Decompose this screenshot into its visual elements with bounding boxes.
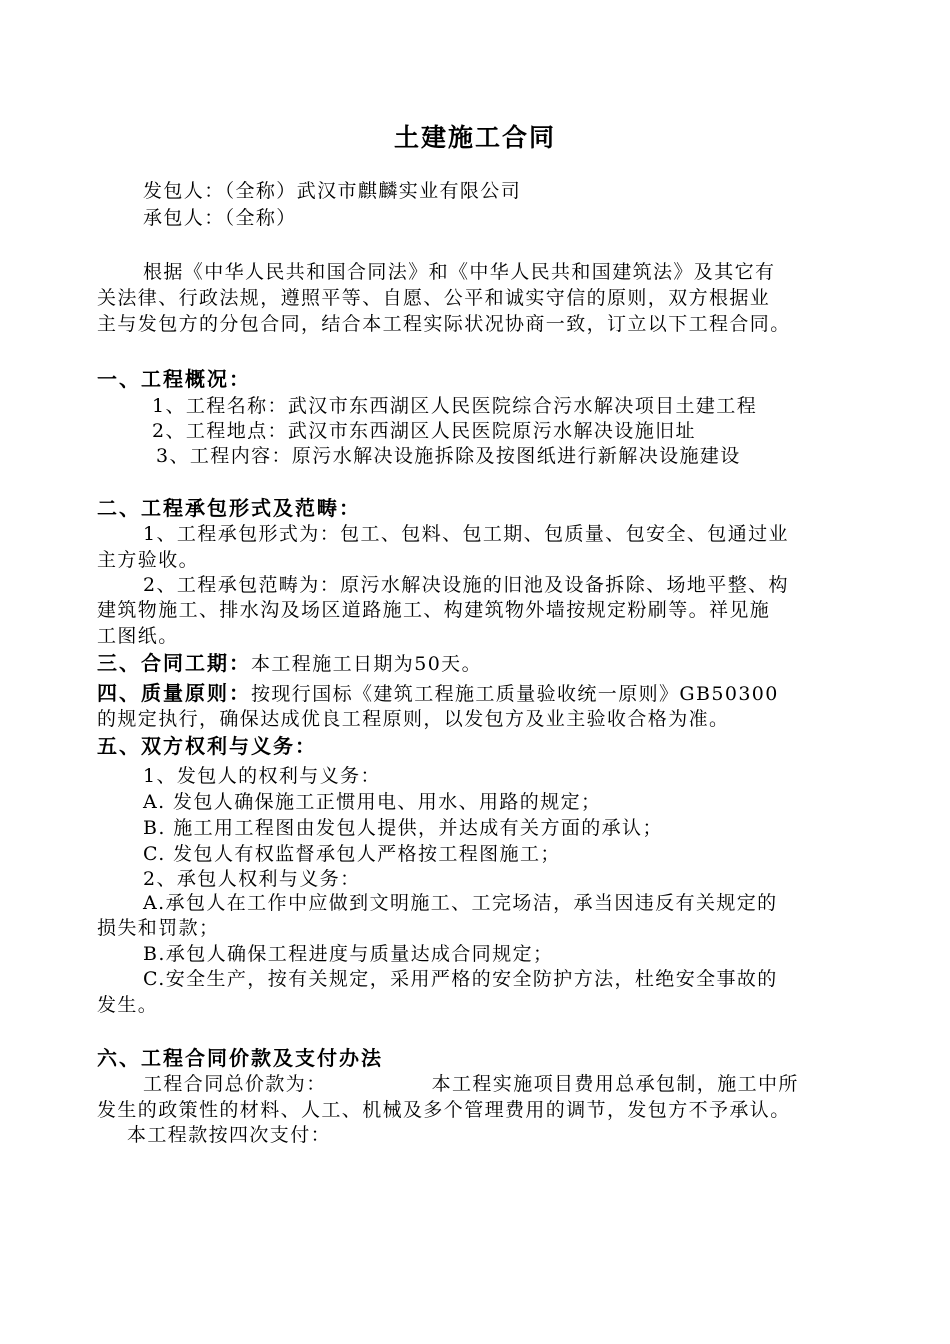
contract-price-rest: 本工程实施项目费用总承包制，施工中所 [431,1073,799,1095]
section-6-heading: 六、工程合同价款及支付办法 [97,1046,383,1070]
section-5-line-2: A. 发包人确保施工正惯用电、用水、用路的规定； [143,791,602,813]
section-5-line-9: C.安全生产，按有关规定，采用严格的安全防护方法，杜绝安全事故的 [143,968,778,990]
section-1-item-2: 2、工程地点：武汉市东西湖区人民医院原污水解决设施旧址 [152,420,696,442]
section-5-line-6: A.承包人在工作中应做到文明施工、工完场洁，承当因违反有关规定的 [143,892,778,914]
section-2-line-1: 1、工程承包形式为：包工、包料、包工期、包质量、包安全、包通过业 [143,523,789,545]
section-2-heading: 二、工程承包形式及范畴： [97,496,361,520]
section-5-line-4: C. 发包人有权监督承包人严格按工程图施工； [143,843,561,865]
section-1-item-1: 1、工程名称：武汉市东西湖区人民医院综合污水解决项目土建工程 [152,395,758,417]
section-5-heading: 五、双方权利与义务： [97,734,317,758]
section-6-payment: 本工程款按四次支付： [127,1124,332,1146]
contractor-line: 承包人：（全称） [143,207,297,229]
contract-price-label: 工程合同总价款为： [143,1073,327,1095]
section-4-text: 按现行国标《建筑工程施工质量验收统一原则》GB50300 [251,683,779,705]
section-3-line [97,650,482,677]
preamble-line-3: 主与发包方的分包合同，结合本工程实际状况协商一致，订立以下工程合同。 [97,313,791,335]
section-5-line-8: B.承包人确保工程进度与质量达成合同规定； [143,943,554,965]
section-2-line-2: 主方验收。 [97,549,200,571]
preamble-line-1: 根据《中华人民共和国合同法》和《中华人民共和国建筑法》及其它有 [143,261,776,283]
section-5-line-3: B. 施工用工程图由发包人提供，并达成有关方面的承认； [143,817,663,839]
section-2-line-3: 2、工程承包范畴为：原污水解决设施的旧池及设备拆除、场地平整、构 [143,574,789,596]
section-3-heading: 三、合同工期： [97,651,251,675]
preamble-line-2: 关法律、行政法规，遵照平等、自愿、公平和诚实守信的原则，双方根据业 [97,287,771,309]
section-1-item-3: 3、工程内容：原污水解决设施拆除及按图纸进行新解决设施建设 [156,445,741,467]
section-3-text: 本工程施工日期为50天。 [251,653,482,675]
section-5-line-10: 发生。 [97,994,159,1016]
section-5-line-1: 1、发包人的权利与义务： [143,765,381,787]
section-5-line-5: 2、承包人权利与义务： [143,868,361,890]
section-1-heading: 一、工程概况： [97,367,251,391]
section-2-line-5: 工图纸。 [97,625,179,647]
section-4-line [97,680,779,707]
section-4-continuation: 的规定执行，确保达成优良工程原则，以发包方及业主验收合格为准。 [97,708,730,730]
section-6-continuation: 发生的政策性的材料、人工、机械及多个管理费用的调节，发包方不予承认。 [97,1099,791,1121]
page-title: 土建施工合同 [393,123,556,152]
section-5-line-7: 损失和罚款； [97,917,220,939]
section-2-line-4: 建筑物施工、排水沟及场区道路施工、构建筑物外墙按规定粉刷等。祥见施 [97,599,771,621]
employer-line: 发包人：（全称）武汉市麒麟实业有限公司 [143,180,522,202]
section-4-heading: 四、质量原则： [97,681,251,705]
section-6-price-line [143,1071,799,1097]
